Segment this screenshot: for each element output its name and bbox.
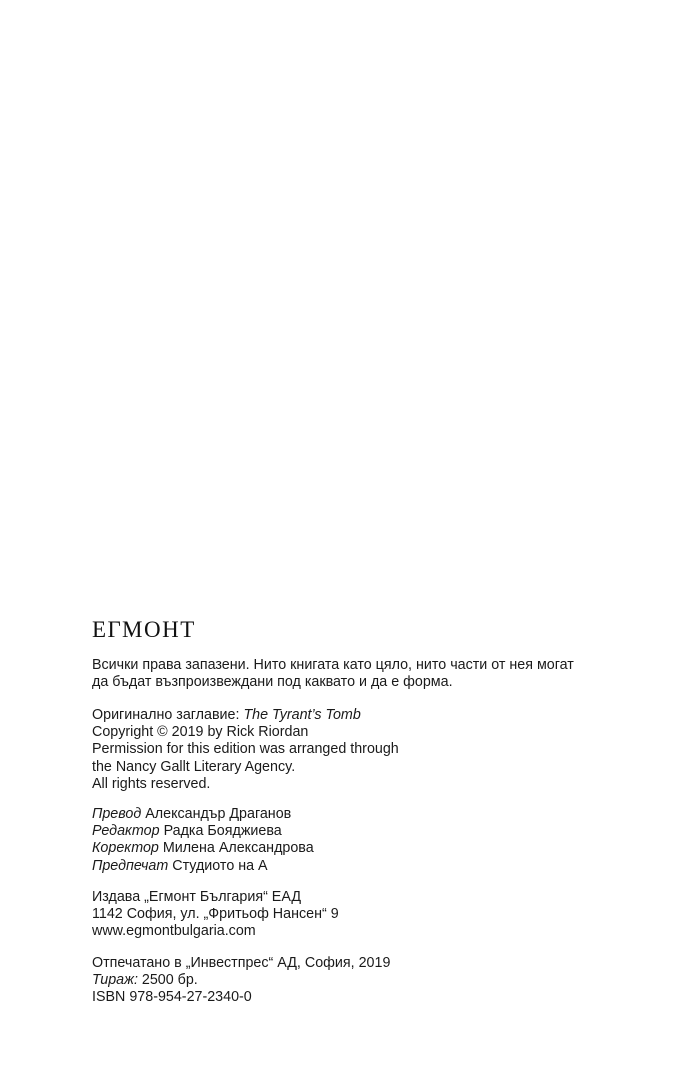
credit-editor <box>92 823 314 840</box>
credit-name: Александър Драганов <box>141 806 292 822</box>
printing-info <box>92 955 390 1007</box>
publisher-line: Издава „Егмонт България“ ЕАД <box>92 889 302 905</box>
rights-notice-line: Всички права запазени. Нито книгата като цяло, нито части от нея могат <box>92 657 574 673</box>
credits-list <box>92 806 314 875</box>
print-run-value: 2500 бр. <box>137 972 198 989</box>
original-edition-info <box>92 707 399 793</box>
credit-role: Превод <box>92 806 142 822</box>
print-run-label: Тираж: <box>92 972 138 989</box>
credit-prepress <box>92 858 314 875</box>
permission-line: the Nancy Gallt Literary Agency. <box>92 758 296 775</box>
credit-role: Коректор <box>92 840 159 857</box>
copyright-line: Copyright © 2019 by Rick Riordan <box>92 724 309 741</box>
original-title: The Tyrant’s Tomb <box>243 707 361 723</box>
printed-by-line: Отпечатано в „Инвестпрес“ АД, София, 2019 <box>92 955 391 971</box>
publisher-info <box>92 889 339 941</box>
rights-reserved-line: All rights reserved. <box>92 775 211 792</box>
credit-name: Студиото на А <box>168 857 268 874</box>
credit-role: Редактор <box>92 823 160 840</box>
credit-name: Милена Александрова <box>158 840 314 857</box>
credit-role: Предпечат <box>92 857 169 874</box>
publisher-logo: ЕГМОНТ <box>92 617 196 642</box>
rights-notice-line: да бъдат възпроизвеждани под каквато и да е форма. <box>92 674 453 691</box>
original-title-label: Оригинално заглавие: <box>92 707 244 723</box>
rights-notice <box>92 657 574 691</box>
original-title-line <box>92 707 399 724</box>
credit-name: Радка Бояджиева <box>159 823 282 840</box>
publisher-address: 1142 София, ул. „Фритьоф Нансен“ 9 <box>92 906 339 923</box>
credit-translator <box>92 806 314 823</box>
publisher-website: www.egmontbulgaria.com <box>92 923 256 940</box>
permission-line: Permission for this edition was arranged through <box>92 741 399 758</box>
credit-proofreader <box>92 840 314 857</box>
isbn-line: ISBN 978-954-27-2340-0 <box>92 989 252 1006</box>
print-run-line <box>92 972 390 989</box>
